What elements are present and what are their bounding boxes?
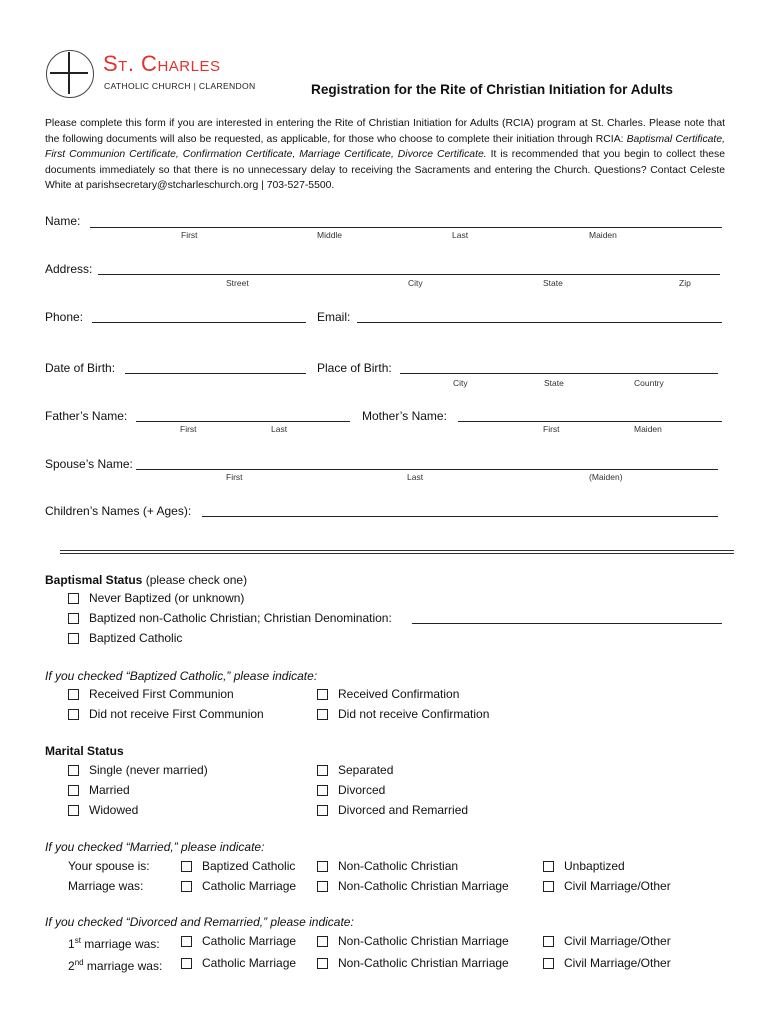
pob-sub-state: State xyxy=(544,378,564,388)
father-field[interactable] xyxy=(136,421,350,422)
label-separated: Separated xyxy=(338,763,394,777)
label-widowed: Widowed xyxy=(89,803,139,817)
intro-text-2: It is recommended that you begin to collect these documents immediately so that there is no unnecessary delay to receiving the Sacraments and entering the Church. Questions? Contact Celeste White at parishsecretary@stcharleschurch.org | 703-527-5500. xyxy=(45,149,725,192)
checkbox-catholic-marriage[interactable] xyxy=(181,881,192,892)
checkbox-separated[interactable] xyxy=(317,765,328,776)
label-first-non-catholic: Non-Catholic Christian Marriage xyxy=(338,934,509,948)
label-first-catholic: Catholic Marriage xyxy=(202,934,297,948)
checkbox-no-confirmation[interactable] xyxy=(317,709,328,720)
checkbox-widowed[interactable] xyxy=(68,805,79,816)
address-sub-zip: Zip xyxy=(679,278,691,288)
section-divider xyxy=(60,550,734,554)
address-label: Address: xyxy=(45,262,93,276)
label-first-civil: Civil Marriage/Other xyxy=(564,934,671,948)
denomination-field[interactable] xyxy=(412,623,722,624)
name-field[interactable] xyxy=(90,227,722,228)
name-sub-maiden: Maiden xyxy=(589,230,617,240)
checkbox-second-non-catholic[interactable] xyxy=(317,958,328,969)
checkbox-single[interactable] xyxy=(68,765,79,776)
pob-label: Place of Birth: xyxy=(317,361,392,375)
email-field[interactable] xyxy=(357,322,722,323)
checkbox-no-communion[interactable] xyxy=(68,709,79,720)
checkbox-never-baptized[interactable] xyxy=(68,593,79,604)
label-married: Married xyxy=(89,783,130,797)
label-second-civil: Civil Marriage/Other xyxy=(564,956,671,970)
first-marriage-sup: st xyxy=(74,936,81,945)
second-marriage-sup: nd xyxy=(74,958,84,967)
label-non-catholic-marriage: Non-Catholic Christian Marriage xyxy=(338,879,509,893)
name-sub-middle: Middle xyxy=(317,230,343,240)
address-field[interactable] xyxy=(98,274,720,275)
checkbox-non-catholic-marriage[interactable] xyxy=(317,881,328,892)
mother-sub-maiden: Maiden xyxy=(634,424,662,434)
dob-label: Date of Birth: xyxy=(45,361,116,375)
email-label: Email: xyxy=(317,310,351,324)
second-marriage-text: marriage was: xyxy=(83,959,163,973)
logo-circle xyxy=(46,50,94,98)
spouse-sub-first: First xyxy=(226,472,243,482)
checkbox-first-non-catholic[interactable] xyxy=(317,936,328,947)
baptismal-heading xyxy=(45,573,247,587)
intro-docs: Baptismal Certificate, First Communion Certificate, Confirmation Certificate, Marriage Certificate, Divorce Certificate. xyxy=(45,133,725,161)
label-spouse-unbaptized: Unbaptized xyxy=(564,859,625,873)
address-sub-state: State xyxy=(543,278,563,288)
phone-field[interactable] xyxy=(92,322,306,323)
label-single: Single (never married) xyxy=(89,763,208,777)
spouse-sub-maiden: (Maiden) xyxy=(589,472,623,482)
checkbox-spouse-baptized-catholic[interactable] xyxy=(181,861,192,872)
baptismal-heading-note: (please check one) xyxy=(142,573,248,587)
checkbox-spouse-non-catholic[interactable] xyxy=(317,861,328,872)
father-sub-last: Last xyxy=(271,424,288,434)
pob-sub-country: Country xyxy=(634,378,664,388)
checkbox-second-catholic[interactable] xyxy=(181,958,192,969)
intro-paragraph xyxy=(45,116,725,194)
mother-sub-first: First xyxy=(543,424,560,434)
label-catholic-marriage: Catholic Marriage xyxy=(202,879,297,893)
pob-sub-city: City xyxy=(453,378,468,388)
checkbox-received-communion[interactable] xyxy=(68,689,79,700)
checkbox-first-civil[interactable] xyxy=(543,936,554,947)
first-marriage-text: marriage was: xyxy=(80,937,160,951)
marriage-was-label: Marriage was: xyxy=(68,879,144,893)
address-sub-city: City xyxy=(408,278,423,288)
pob-field[interactable] xyxy=(400,373,718,374)
label-spouse-baptized-catholic: Baptized Catholic xyxy=(202,859,296,873)
father-sub-first: First xyxy=(180,424,197,434)
checkbox-divorced-remarried[interactable] xyxy=(317,805,328,816)
label-baptized-non-catholic: Baptized non-Catholic Christian; Christian Denomination: xyxy=(89,611,392,625)
mother-field[interactable] xyxy=(458,421,722,422)
brand-name: St. Charles xyxy=(103,51,221,76)
phone-label: Phone: xyxy=(45,310,84,324)
first-marriage-label xyxy=(68,934,160,951)
second-marriage-num: 2 xyxy=(68,959,75,973)
checkbox-married[interactable] xyxy=(68,785,79,796)
name-sub-last: Last xyxy=(452,230,469,240)
checkbox-baptized-non-catholic[interactable] xyxy=(68,613,79,624)
label-received-communion: Received First Communion xyxy=(89,687,234,701)
spouse-is-label: Your spouse is: xyxy=(68,859,150,873)
label-divorced-remarried: Divorced and Remarried xyxy=(338,803,469,817)
label-received-confirmation: Received Confirmation xyxy=(338,687,460,701)
spouse-sub-last: Last xyxy=(407,472,424,482)
baptismal-heading-text: Baptismal Status xyxy=(45,573,143,587)
children-label: Children’s Names (+ Ages): xyxy=(45,504,192,518)
checkbox-baptized-catholic[interactable] xyxy=(68,633,79,644)
second-marriage-label xyxy=(68,956,162,973)
checkbox-received-confirmation[interactable] xyxy=(317,689,328,700)
checkbox-first-catholic[interactable] xyxy=(181,936,192,947)
dob-field[interactable] xyxy=(125,373,306,374)
children-field[interactable] xyxy=(202,516,718,517)
brand-subtitle: CATHOLIC CHURCH | CLARENDON xyxy=(104,81,256,91)
married-followup-heading: If you checked “Married,” please indicate: xyxy=(45,840,265,854)
catholic-followup-heading: If you checked “Baptized Catholic,” please indicate: xyxy=(45,669,318,683)
label-baptized-catholic: Baptized Catholic xyxy=(89,631,183,645)
label-second-non-catholic: Non-Catholic Christian Marriage xyxy=(338,956,509,970)
spouse-label: Spouse’s Name: xyxy=(45,457,133,471)
label-never-baptized: Never Baptized (or unknown) xyxy=(89,591,245,605)
label-divorced: Divorced xyxy=(338,783,386,797)
label-no-communion: Did not receive First Communion xyxy=(89,707,264,721)
father-label: Father’s Name: xyxy=(45,409,128,423)
checkbox-civil-marriage[interactable] xyxy=(543,881,554,892)
label-spouse-non-catholic: Non-Catholic Christian xyxy=(338,859,459,873)
first-marriage-num: 1 xyxy=(68,937,75,951)
label-second-catholic: Catholic Marriage xyxy=(202,956,297,970)
form-title: Registration for the Rite of Christian Initiation for Adults xyxy=(311,82,673,97)
checkbox-spouse-unbaptized[interactable] xyxy=(543,861,554,872)
mother-label: Mother’s Name: xyxy=(362,409,447,423)
spouse-field[interactable] xyxy=(136,469,718,470)
remarried-followup-heading: If you checked “Divorced and Remarried,” please indicate: xyxy=(45,915,354,929)
label-civil-marriage: Civil Marriage/Other xyxy=(564,879,671,893)
checkbox-divorced[interactable] xyxy=(317,785,328,796)
checkbox-second-civil[interactable] xyxy=(543,958,554,969)
name-sub-first: First xyxy=(181,230,198,240)
address-sub-street: Street xyxy=(226,278,249,288)
cross-icon-bar xyxy=(50,72,88,74)
name-label: Name: xyxy=(45,214,81,228)
label-no-confirmation: Did not receive Confirmation xyxy=(338,707,490,721)
intro-text-1: Please complete this form if you are interested in entering the Rite of Christian Initiation for Adults (RCIA) program at St. Charles. Please note that the following documents will also be requested, as applicable, for those who choose to complete their initiation through RCIA: xyxy=(45,118,725,145)
marital-heading: Marital Status xyxy=(45,744,124,758)
